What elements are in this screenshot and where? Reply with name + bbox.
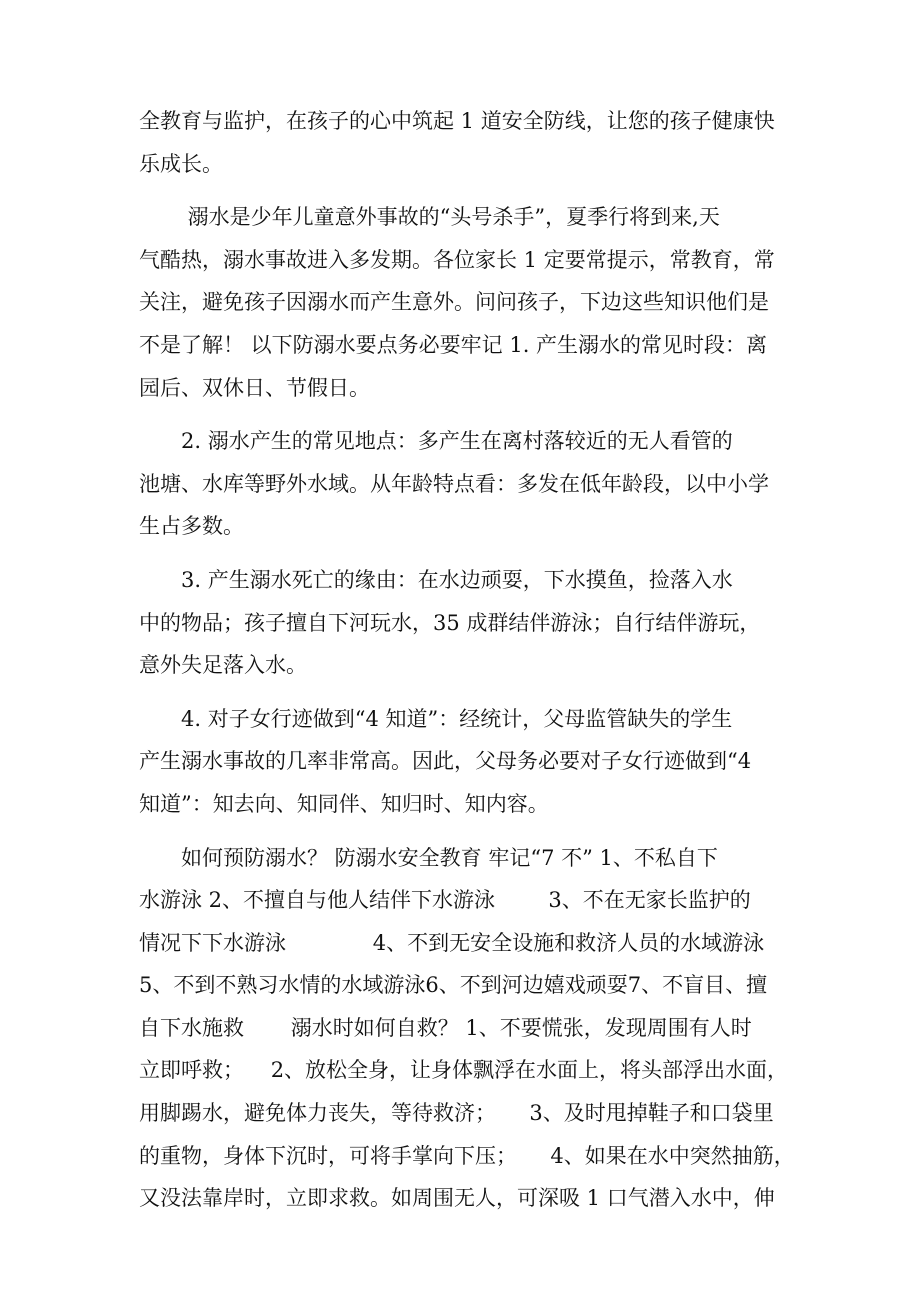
text-line: 不是了解！ 以下防溺水要点务必要牢记 1. 产生溺水的常见时段：离: [139, 332, 768, 357]
text-line: 的重物，身体下沉时，可将手掌向下压； 4、如果在水中突然抽筋，: [139, 1143, 795, 1168]
text-line: 情况下下水游泳 4、不到无安全设施和救济人员的水域游泳: [139, 930, 765, 955]
text-line: 气酷热，溺水事故进入多发期。各位家长 1 定要常提示，常教育，常: [139, 247, 775, 272]
text-line: 全教育与监护，在孩子的心中筑起 1 道安全防线，让您的孩子健康快: [139, 109, 775, 133]
text-line: 池塘、水库等野外水域。从年龄特点看：多发在低年龄段，以中小学: [139, 471, 769, 496]
paragraph-gap: [139, 687, 789, 698]
document-body: [139, 100, 795, 1220]
paragraph-gap: [139, 826, 789, 837]
text-line: 用脚踢水，避免体力丧失，等待救济； 3、及时甩掉鞋子和口袋里: [139, 1101, 774, 1126]
text-line: 乐成长。: [139, 151, 223, 176]
paragraph-gap: [139, 409, 789, 420]
text-line: 产生溺水事故的几率非常高。因此，父母务必要对子女行迹做到“4: [139, 749, 752, 774]
paragraph-gap: [139, 185, 789, 196]
text-line: 中的物品；孩子擅自下河玩水，35 成群结伴游泳；自行结伴游玩，: [139, 610, 761, 635]
text-line: 知道”：知去向、知同伴、知归时、知内容。: [139, 791, 549, 816]
text-line: 自下水施救 溺水时如何自救？ 1、不要慌张，发现周围有人时: [139, 1015, 752, 1040]
text-line: 如何预防溺水？ 防溺水安全教育 牢记“7 不” 1、不私自下: [181, 845, 718, 870]
text-line: 关注，避免孩子因溺水而产生意外。问问孩子，下边这些知识他们是: [139, 290, 769, 315]
text-line: 溺水是少年儿童意外事故的“头号杀手”，夏季行将到来,天: [181, 205, 720, 230]
text-line: 又没法靠岸时，立即求救。如周围无人，可深吸 1 口气潜入水中，伸: [139, 1186, 775, 1211]
text-line: 立即呼救； 2、放松全身，让身体飘浮在水面上，将头部浮出水面，: [139, 1058, 789, 1083]
paragraph-gap: [139, 548, 789, 559]
text-line: 3. 产生溺水死亡的缘由：在水边顽耍，下水摸鱼，捡落入水: [181, 567, 733, 592]
text-line: 2. 溺水产生的常见地点：多产生在离村落较近的无人看管的: [181, 429, 733, 454]
text-line: 意外失足落入水。: [139, 653, 307, 678]
text-line: 园后、双休日、节假日。: [139, 375, 370, 400]
text-line: 4. 对子女行迹做到“4 知道”：经统计，父母监管缺失的学生: [181, 706, 733, 731]
text-line: 5、不到不熟习水情的水域游泳6、不到河边嬉戏顽耍7、不盲目、擅: [139, 973, 768, 998]
text-line: 生占多数。: [139, 514, 244, 539]
text-line: 水游泳 2、不擅自与他人结伴下水游泳 3、不在无家长监护的: [139, 888, 751, 913]
